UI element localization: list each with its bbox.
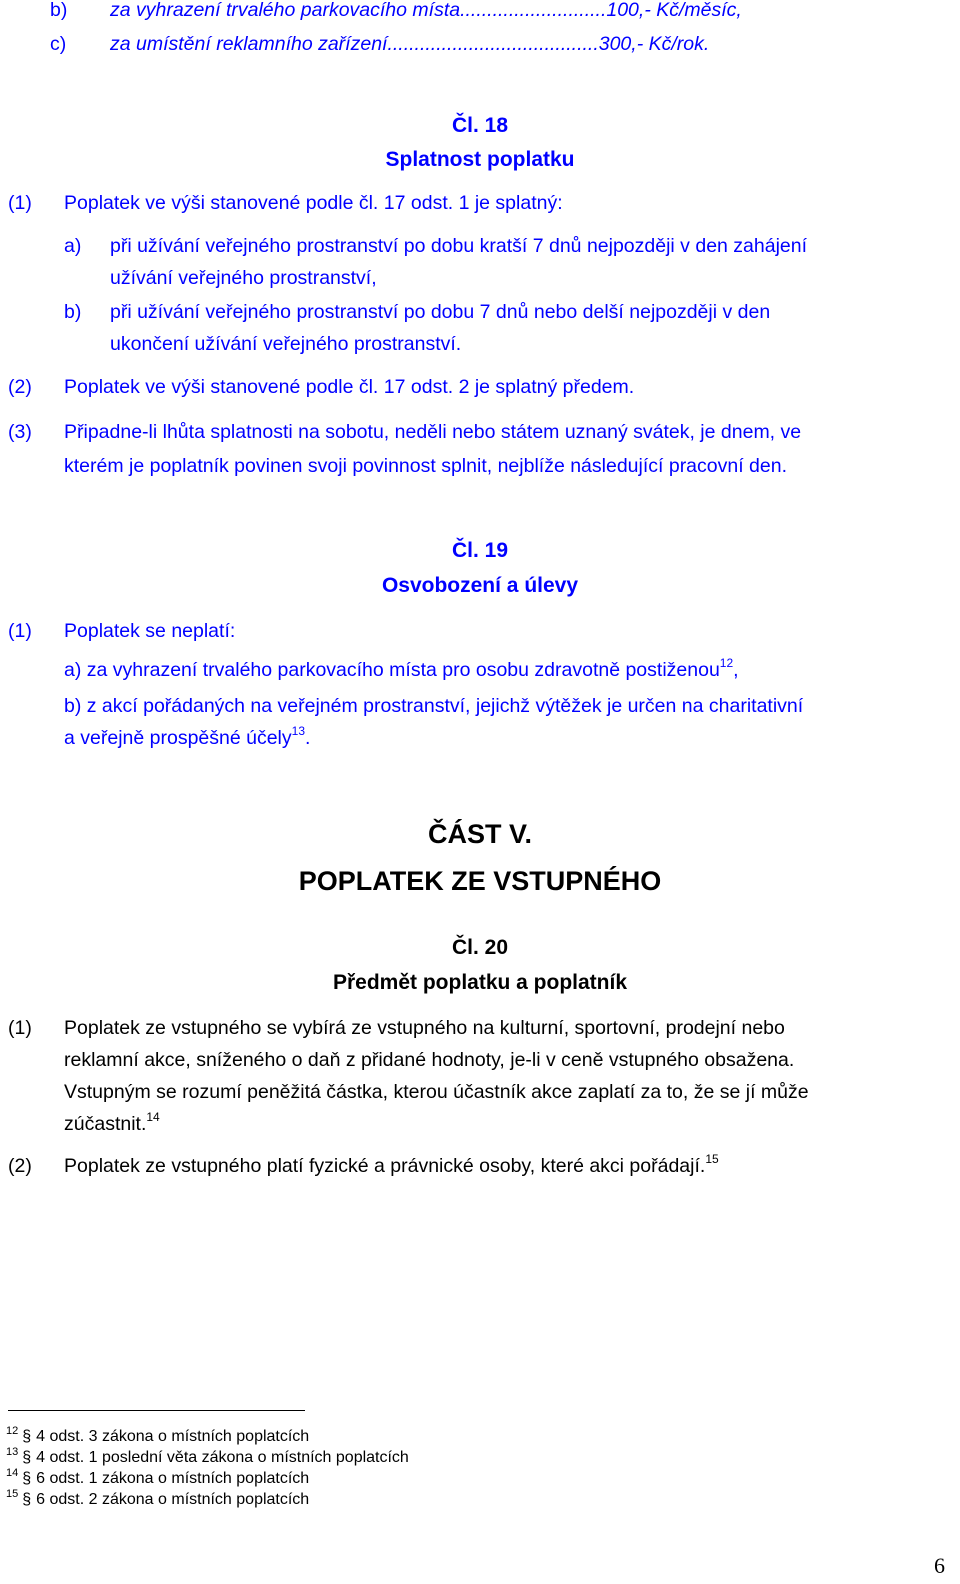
footnote-number: 15: [6, 1488, 19, 1500]
art19-a-end: ,: [733, 659, 739, 681]
art18-p3-line2: kterém je poplatník povinen svoji povinnost splnit, nejblíže následující pracovní den.: [64, 455, 788, 477]
footnote-ref-14: 14: [146, 1110, 160, 1124]
footnote-text: 6 odst. 1 zákona o místních poplatcích: [36, 1470, 310, 1487]
art19-p1-text: Poplatek se neplatí:: [64, 620, 236, 642]
page-number: 6: [934, 1553, 945, 1578]
art18-b-marker: b): [64, 301, 82, 323]
art18-p3-marker: (3): [8, 421, 32, 443]
item-text-c: za umístění reklamního zařízení.......................................300,- Kč/rok.: [110, 33, 710, 55]
footnote-number: 14: [6, 1467, 19, 1479]
art19-a-line: [64, 654, 739, 686]
footnote-13: [6, 1448, 409, 1468]
art19-p1-marker: (1): [8, 620, 32, 642]
art20-p1-line4: zúčastnit.: [64, 1113, 147, 1135]
footnote-separator: [8, 1410, 305, 1411]
article-19-title: Osvobození a úlevy: [381, 574, 579, 597]
part-title: POPLATEK ZE VSTUPNÉHO: [298, 866, 662, 896]
art20-p1-line1: Poplatek ze vstupného se vybírá ze vstupného na kulturní, sportovní, prodejní nebo: [64, 1017, 785, 1039]
art19-a-text: a) za vyhrazení trvalého parkovacího místa pro osobu zdravotně postiženou: [64, 659, 720, 681]
item-text-b: za vyhrazení trvalého parkovacího místa...........................100,- Kč/měsíc,: [110, 0, 742, 21]
article-18-title: Splatnost poplatku: [385, 148, 575, 171]
article-19-number: Čl. 19: [451, 539, 509, 562]
footnote-ref-15: 15: [705, 1152, 719, 1166]
article-18-number: Čl. 18: [451, 114, 509, 137]
article-20-title: Předmět poplatku a poplatník: [332, 971, 628, 994]
art18-b-line2: ukončení užívání veřejného prostranství.: [110, 333, 462, 355]
art18-p3-line1: Připadne-li lhůta splatnosti na sobotu, neděli nebo státem uznaný svátek, je dnem, ve: [64, 421, 802, 443]
art20-p2-text: Poplatek ze vstupného platí fyzické a právnické osoby, které akci pořádají.: [64, 1155, 706, 1177]
part-number: ČÁST V.: [427, 819, 533, 849]
footnote-15: [6, 1490, 309, 1510]
footnote-text: 4 odst. 1 poslední věta zákona o místních poplatcích: [36, 1449, 409, 1466]
art20-p2-wrap: [64, 1150, 719, 1182]
footnote-number: 12: [6, 1425, 19, 1437]
item-marker-b: b): [50, 0, 68, 21]
art19-b-line1: b) z akcí pořádaných na veřejném prostranství, jejichž výtěžek je určen na charitativní: [64, 695, 804, 717]
section-sign: §: [22, 1428, 32, 1445]
art18-a-line1: při užívání veřejného prostranství po dobu kratší 7 dnů nejpozději v den zahájení: [110, 235, 808, 257]
footnote-ref-12: 12: [719, 656, 734, 670]
art18-p2-text: Poplatek ve výši stanovené podle čl. 17 odst. 2 je splatný předem.: [64, 376, 635, 398]
art18-b-line1: při užívání veřejného prostranství po dobu 7 dnů nebo delší nejpozději v den: [110, 301, 771, 323]
art18-p1-text: Poplatek ve výši stanovené podle čl. 17 odst. 1 je splatný:: [64, 192, 563, 214]
footnote-14: [6, 1469, 309, 1489]
art18-p1-marker: (1): [8, 192, 32, 214]
section-sign: §: [22, 1491, 32, 1508]
footnote-number: 13: [6, 1446, 19, 1458]
art20-p1-line3: Vstupným se rozumí peněžitá částka, kterou účastník akce zaplatí za to, že se jí může: [64, 1081, 809, 1103]
art19-b-line2-wrap: [64, 722, 310, 754]
footnote-12: [6, 1427, 309, 1447]
section-sign: §: [22, 1449, 32, 1466]
art20-p1-marker: (1): [8, 1017, 32, 1039]
art18-a-marker: a): [64, 235, 82, 257]
article-20-number: Čl. 20: [451, 936, 509, 959]
footnote-text: 6 odst. 2 zákona o místních poplatcích: [36, 1491, 310, 1508]
item-marker-c: c): [50, 33, 67, 55]
art20-p1-line4-wrap: [64, 1108, 160, 1140]
footnote-text: 4 odst. 3 zákona o místních poplatcích: [36, 1428, 310, 1445]
art20-p1-line2: reklamní akce, sníženého o daň z přidané hodnoty, je-li v ceně vstupného obsažena.: [64, 1049, 795, 1071]
art18-a-line2: užívání veřejného prostranství,: [110, 267, 377, 289]
art18-p2-marker: (2): [8, 376, 32, 398]
art20-p2-marker: (2): [8, 1155, 32, 1177]
footnote-ref-13: 13: [291, 724, 305, 738]
art19-b-end: .: [305, 727, 311, 749]
art19-b-line2: a veřejně prospěšné účely: [64, 727, 292, 749]
section-sign: §: [22, 1470, 32, 1487]
